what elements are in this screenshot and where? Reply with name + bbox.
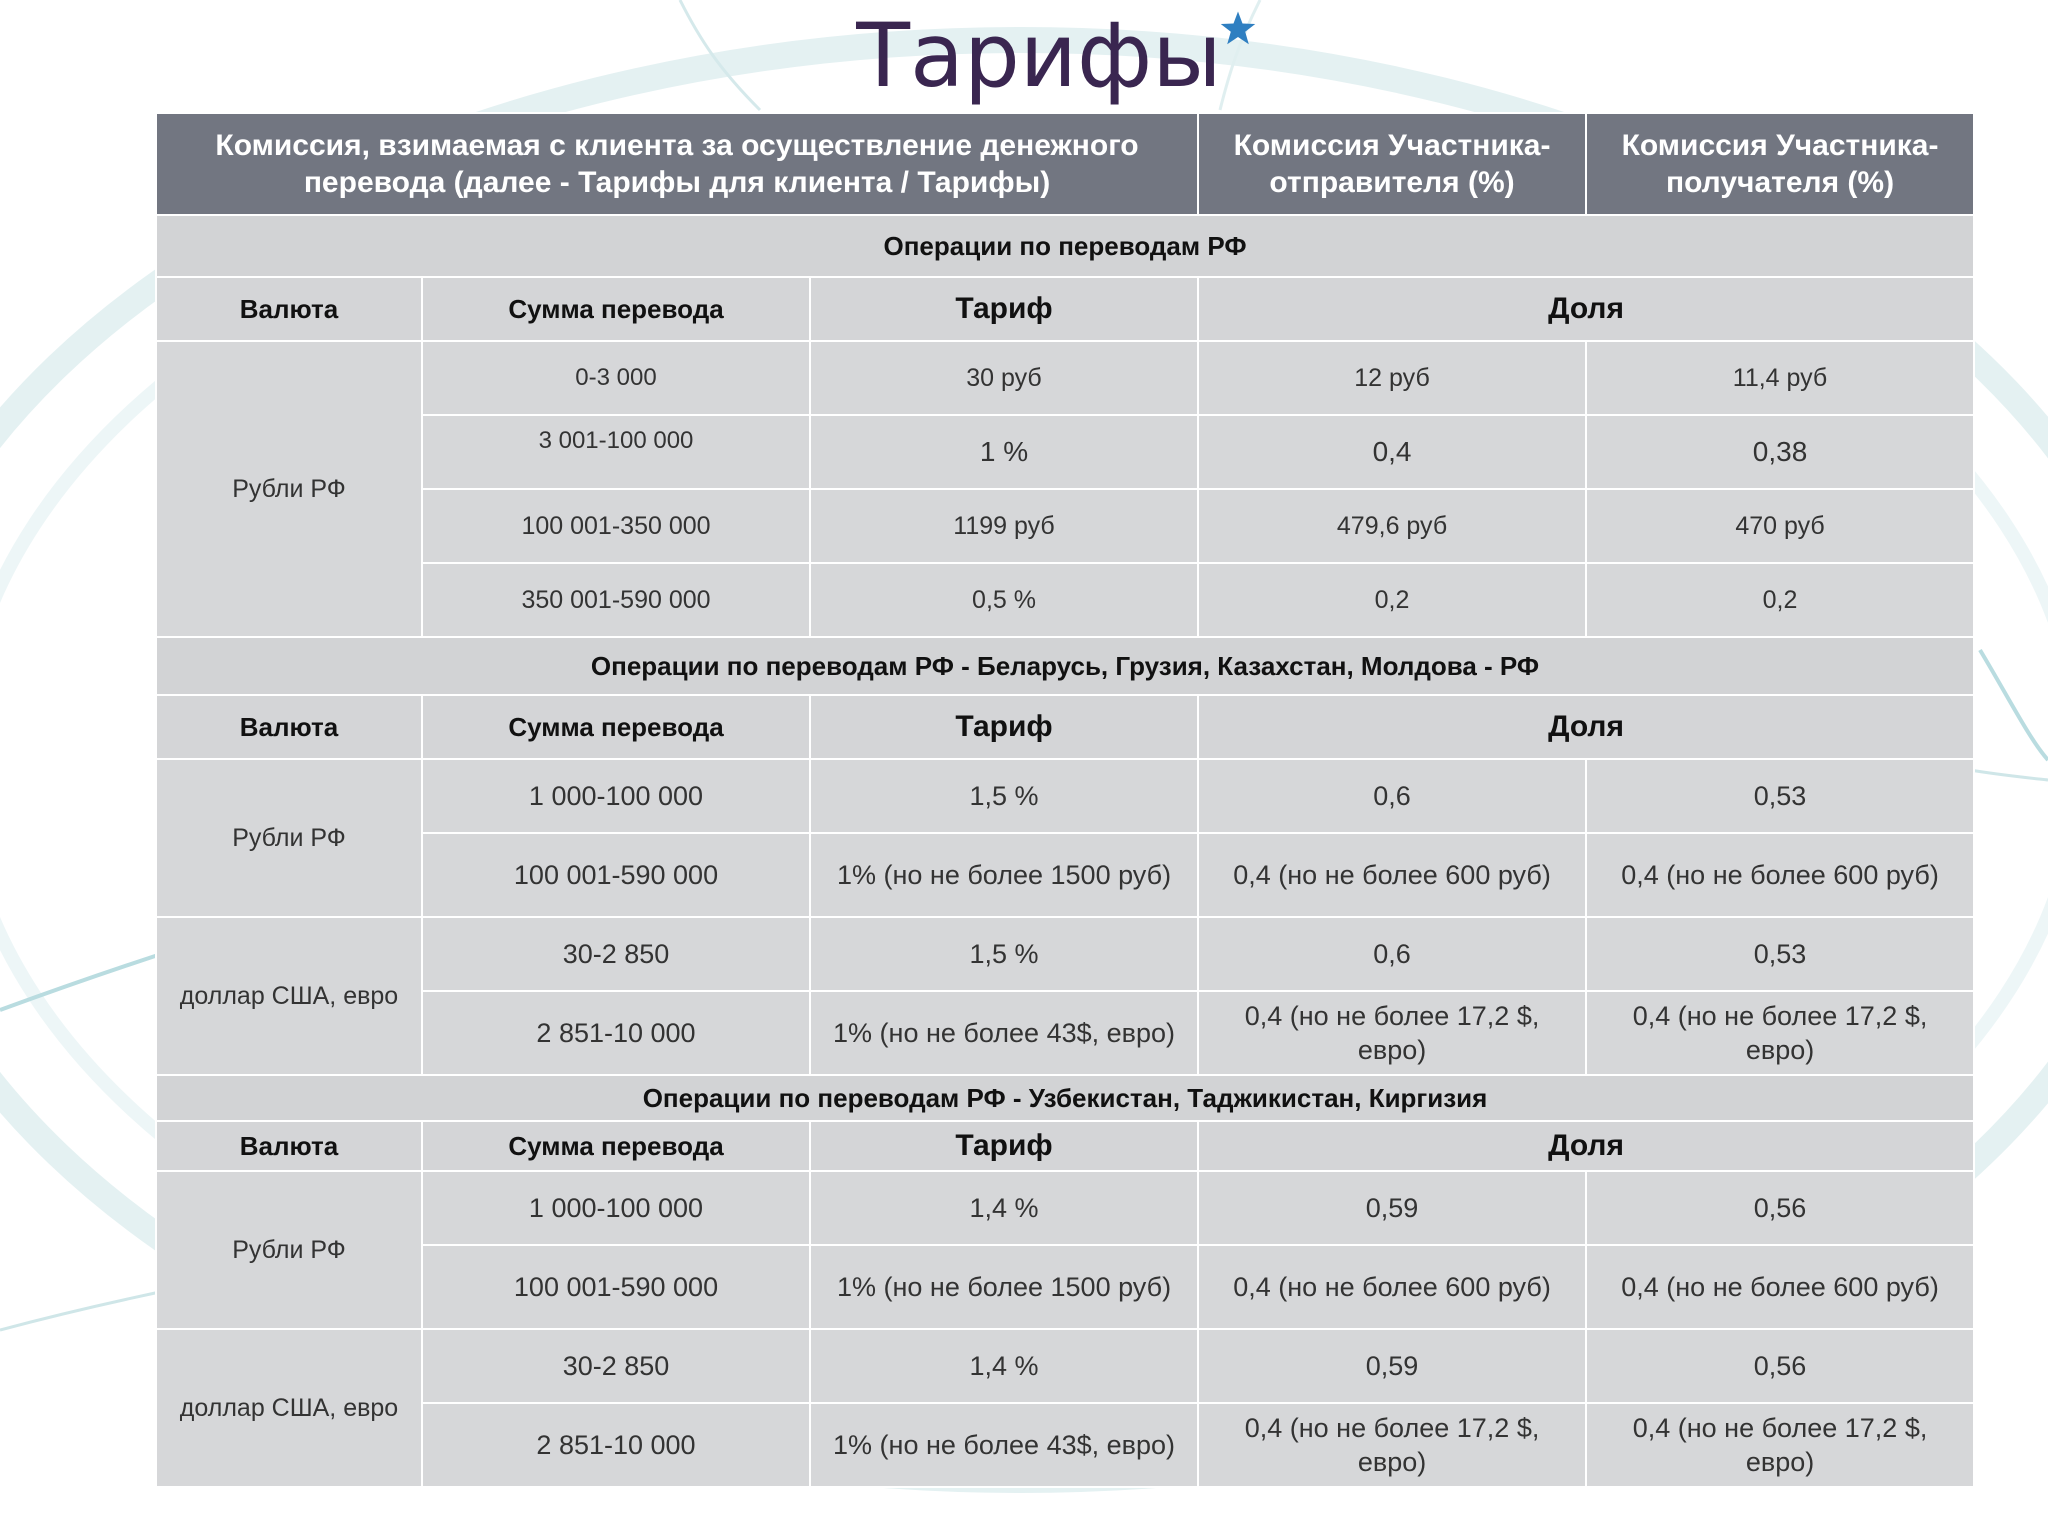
header-sender-commission: Комиссия Участника-отправителя (%) [1198,113,1586,215]
amount-cell: 100 001-350 000 [422,489,810,563]
column-header-share: Доля [1198,277,1974,341]
column-header-share: Доля [1198,1121,1974,1171]
receiver-share-cell: 0,2 [1586,563,1974,637]
tariff-cell: 1,4 % [810,1329,1198,1403]
column-header-currency: Валюта [156,1121,422,1171]
star-icon [1220,10,1256,46]
tariff-cell: 1 % [810,415,1198,489]
tariff-cell: 1,4 % [810,1171,1198,1245]
sender-share-cell: 12 руб [1198,341,1586,415]
sender-share-cell: 479,6 руб [1198,489,1586,563]
sender-share-cell: 0,59 [1198,1329,1586,1403]
receiver-share-cell: 0,4 (но не более 17,2 $, евро) [1586,1403,1974,1487]
currency-cell: Рубли РФ [156,759,422,917]
tariff-cell: 0,5 % [810,563,1198,637]
section-title: Операции по переводам РФ - Беларусь, Грузия, Казахстан, Молдова - РФ [156,637,1974,695]
table-row [156,415,1974,489]
tariff-cell: 1% (но не более 1500 руб) [810,833,1198,917]
amount-cell: 1 000-100 000 [422,759,810,833]
amount-cell: 3 001-100 000 [422,415,810,489]
table-row [156,917,1974,991]
sender-share-cell: 0,2 [1198,563,1586,637]
currency-cell: Рубли РФ [156,1171,422,1329]
receiver-share-cell: 470 руб [1586,489,1974,563]
column-header-tariff: Тариф [810,695,1198,759]
currency-cell: доллар США, евро [156,1329,422,1487]
column-header-currency: Валюта [156,695,422,759]
table-row [156,563,1974,637]
receiver-share-cell: 0,38 [1586,415,1974,489]
amount-cell: 0-3 000 [422,341,810,415]
receiver-share-cell: 0,53 [1586,917,1974,991]
section-title-row [156,1075,1974,1121]
receiver-share-cell: 0,56 [1586,1171,1974,1245]
table-row [156,1403,1974,1487]
header-receiver-commission: Комиссия Участника-получателя (%) [1586,113,1974,215]
sender-share-cell: 0,4 [1198,415,1586,489]
tariff-cell: 30 руб [810,341,1198,415]
column-header-currency: Валюта [156,277,422,341]
amount-cell: 30-2 850 [422,1329,810,1403]
column-header-amount: Сумма перевода [422,277,810,341]
tariffs-table [155,112,1975,1488]
tariff-cell: 1% (но не более 43$, евро) [810,1403,1198,1487]
receiver-share-cell: 0,4 (но не более 600 руб) [1586,833,1974,917]
page-title [856,0,1221,112]
sender-share-cell: 0,6 [1198,759,1586,833]
table-row [156,759,1974,833]
amount-cell: 350 001-590 000 [422,563,810,637]
column-header-row [156,695,1974,759]
sender-share-cell: 0,6 [1198,917,1586,991]
receiver-share-cell: 0,4 (но не более 600 руб) [1586,1245,1974,1329]
amount-cell: 100 001-590 000 [422,1245,810,1329]
header-client-tariff: Комиссия, взимаемая с клиента за осуществление денежного перевода (далее - Тарифы для клиента / Тарифы) [156,113,1198,215]
table-row [156,1245,1974,1329]
section-title-row [156,637,1974,695]
table-row [156,833,1974,917]
receiver-share-cell: 0,53 [1586,759,1974,833]
column-header-share: Доля [1198,695,1974,759]
section-title-row [156,215,1974,277]
tariff-cell: 1,5 % [810,917,1198,991]
section-title: Операции по переводам РФ - Узбекистан, Таджикистан, Киргизия [156,1075,1974,1121]
column-header-row [156,1121,1974,1171]
sender-share-cell: 0,4 (но не более 17,2 $, евро) [1198,1403,1586,1487]
currency-cell: Рубли РФ [156,341,422,637]
currency-cell: доллар США, евро [156,917,422,1075]
amount-cell: 100 001-590 000 [422,833,810,917]
amount-cell: 30-2 850 [422,917,810,991]
receiver-share-cell: 0,4 (но не более 17,2 $, евро) [1586,991,1974,1075]
table-row [156,1329,1974,1403]
table-row [156,489,1974,563]
amount-cell: 2 851-10 000 [422,1403,810,1487]
section-title: Операции по переводам РФ [156,215,1974,277]
table-header-row [156,113,1974,215]
column-header-tariff: Тариф [810,1121,1198,1171]
tariff-cell: 1% (но не более 43$, евро) [810,991,1198,1075]
column-header-amount: Сумма перевода [422,1121,810,1171]
tariff-cell: 1,5 % [810,759,1198,833]
receiver-share-cell: 0,56 [1586,1329,1974,1403]
column-header-tariff: Тариф [810,277,1198,341]
table-row [156,1171,1974,1245]
sender-share-cell: 0,4 (но не более 600 руб) [1198,833,1586,917]
tariff-cell: 1199 руб [810,489,1198,563]
column-header-row [156,277,1974,341]
sender-share-cell: 0,4 (но не более 600 руб) [1198,1245,1586,1329]
amount-cell: 1 000-100 000 [422,1171,810,1245]
sender-share-cell: 0,59 [1198,1171,1586,1245]
sender-share-cell: 0,4 (но не более 17,2 $, евро) [1198,991,1586,1075]
tariff-cell: 1% (но не более 1500 руб) [810,1245,1198,1329]
table-row [156,991,1974,1075]
amount-cell: 2 851-10 000 [422,991,810,1075]
table-row [156,341,1974,415]
receiver-share-cell: 11,4 руб [1586,341,1974,415]
column-header-amount: Сумма перевода [422,695,810,759]
title-bar [0,0,2048,112]
page-title-text: Тарифы [856,4,1222,107]
